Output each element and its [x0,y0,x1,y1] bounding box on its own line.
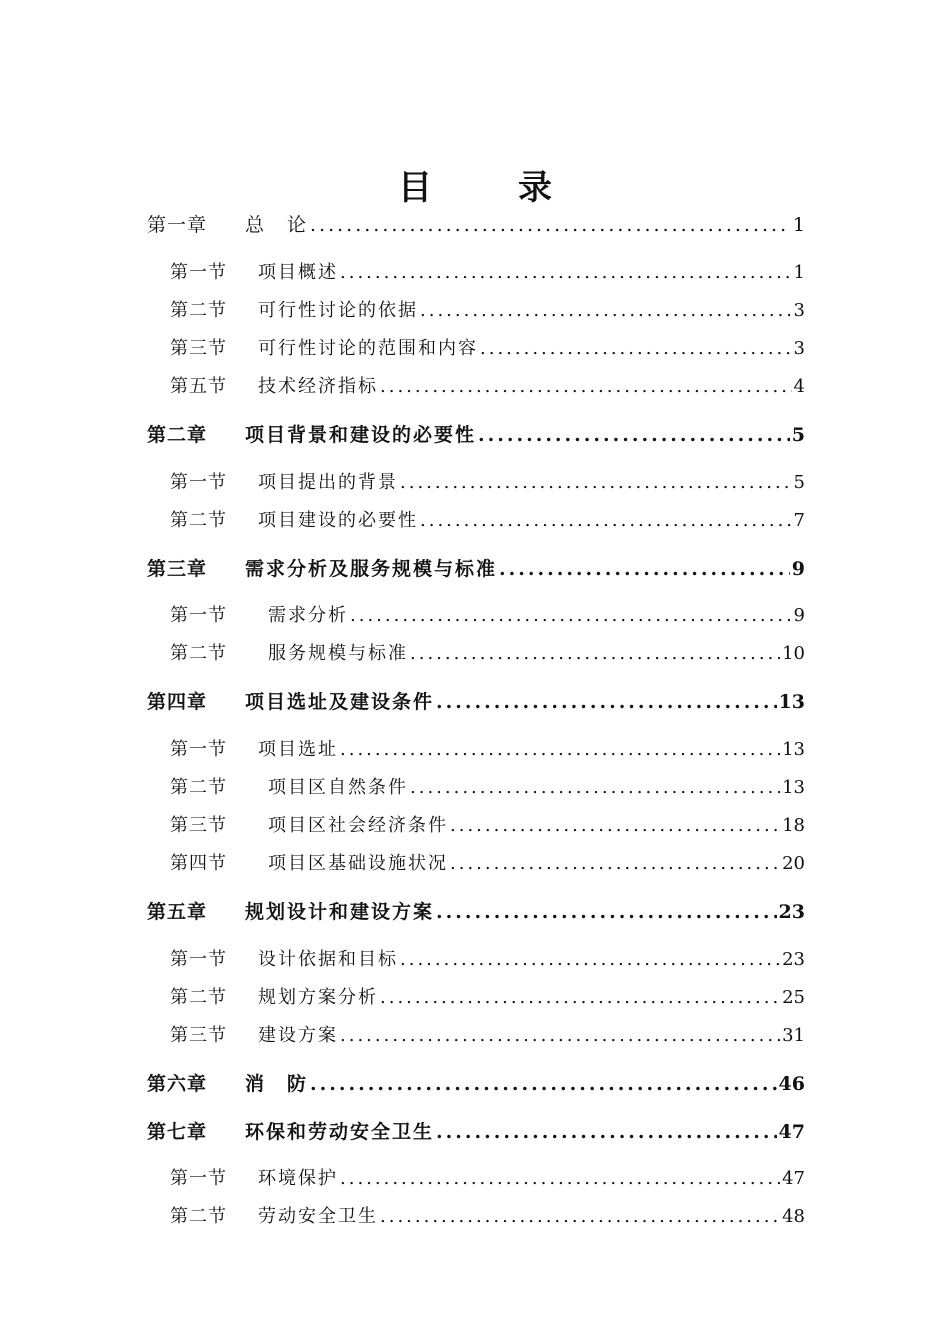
section-title: 项目提出的背景 [258,472,398,493]
section-title: 项目区社会经济条件 [268,815,448,836]
toc-chapter-entry[interactable] [147,1118,805,1146]
section-number: 第一节 [170,1168,227,1189]
section-number: 第一节 [170,262,227,283]
page-number: 13 [782,739,805,760]
chapter-title: 项目背景和建设的必要性 [245,424,477,446]
section-number: 第一节 [170,472,227,493]
page-number: 47 [782,1168,805,1189]
section-title: 项目选址 [258,739,338,760]
dot-leader [310,1070,777,1098]
toc-chapter-entry[interactable] [147,421,805,449]
section-title: 项目区基础设施状况 [268,853,448,874]
page-number: 46 [778,1073,805,1095]
chapter-title: 项目选址及建设条件 [245,691,435,713]
dot-leader [436,898,777,926]
page-number: 13 [778,691,805,713]
page-number: 31 [782,1025,805,1046]
section-number: 第三节 [170,338,227,359]
page-title: 目 录 [398,168,578,208]
section-number: 第一节 [170,605,227,626]
dot-leader [436,688,777,716]
toc-section-entry[interactable] [170,946,805,974]
chapter-number: 第二章 [147,424,208,446]
dot-leader [420,507,792,535]
chapter-title: 需求分析及服务规模与标准 [245,558,498,580]
toc-section-entry[interactable] [170,297,805,325]
dot-leader [380,984,780,1012]
toc-section-entry[interactable] [170,850,805,878]
section-title: 需求分析 [268,605,348,626]
toc-chapter-entry[interactable] [147,898,805,926]
dot-leader [420,297,792,325]
toc-section-entry[interactable] [170,1203,805,1231]
page-number: 13 [782,777,805,798]
toc-section-entry[interactable] [170,335,805,363]
dot-leader [380,1203,780,1231]
section-number: 第二节 [170,1206,227,1227]
section-number: 第二节 [170,987,227,1008]
section-title: 项目区自然条件 [268,777,408,798]
toc-section-entry[interactable] [170,373,805,401]
page-number: 3 [793,300,805,321]
page-number: 9 [791,558,805,580]
dot-leader [310,211,791,239]
chapter-title: 环保和劳动安全卫生 [245,1121,435,1143]
section-number: 第二节 [170,777,227,798]
section-title: 设计依据和目标 [258,949,398,970]
section-title: 环境保护 [258,1168,338,1189]
toc-section-entry[interactable] [170,259,805,287]
dot-leader [340,259,792,287]
section-number: 第一节 [170,949,227,970]
page-number: 1 [793,262,805,283]
chapter-number: 第四章 [147,691,208,713]
page-number: 48 [782,1206,805,1227]
dot-leader [400,469,792,497]
toc-section-entry[interactable] [170,640,805,668]
section-title: 服务规模与标准 [268,643,408,664]
dot-leader [340,736,780,764]
section-title: 项目概述 [258,262,338,283]
section-title: 规划方案分析 [258,987,378,1008]
dot-leader [499,555,790,583]
dot-leader [450,812,780,840]
section-number: 第五节 [170,376,227,397]
section-title: 技术经济指标 [258,376,378,397]
page-number: 5 [791,424,805,446]
chapter-number: 第七章 [147,1121,208,1143]
chapter-number: 第三章 [147,558,208,580]
dot-leader [400,946,780,974]
dot-leader [410,774,780,802]
dot-leader [410,640,780,668]
section-title: 建设方案 [258,1025,338,1046]
chapter-title: 规划设计和建设方案 [245,901,435,923]
dot-leader [350,602,792,630]
section-title: 劳动安全卫生 [258,1206,378,1227]
toc-section-entry[interactable] [170,1022,805,1050]
chapter-title: 总 论 [245,214,309,236]
page-number: 20 [782,853,805,874]
section-number: 第三节 [170,1025,227,1046]
page-number: 5 [793,472,805,493]
chapter-number: 第六章 [147,1073,208,1095]
toc-chapter-entry[interactable] [147,555,805,583]
dot-leader [450,850,780,878]
toc-section-entry[interactable] [170,812,805,840]
page-number: 4 [793,376,805,397]
toc-section-entry[interactable] [170,1165,805,1193]
toc-section-entry[interactable] [170,736,805,764]
section-title: 可行性讨论的范围和内容 [258,338,478,359]
section-title: 可行性讨论的依据 [258,300,418,321]
toc-section-entry[interactable] [170,984,805,1012]
toc-section-entry[interactable] [170,507,805,535]
chapter-number: 第五章 [147,901,208,923]
section-number: 第二节 [170,510,227,531]
page-number: 23 [782,949,805,970]
toc-chapter-entry[interactable] [147,688,805,716]
page-number: 18 [782,815,805,836]
toc-section-entry[interactable] [170,774,805,802]
toc-section-entry[interactable] [170,602,805,630]
section-number: 第四节 [170,853,227,874]
page-number: 25 [782,987,805,1008]
section-number: 第一节 [170,739,227,760]
page-number: 7 [793,510,805,531]
section-number: 第二节 [170,643,227,664]
page-number: 9 [793,605,805,626]
page-number: 1 [792,214,805,236]
toc-chapter-entry[interactable] [147,211,805,239]
section-number: 第二节 [170,300,227,321]
dot-leader [380,373,792,401]
page-number: 23 [778,901,805,923]
page-number: 3 [793,338,805,359]
toc-section-entry[interactable] [170,469,805,497]
chapter-title: 消 防 [245,1073,309,1095]
dot-leader [436,1118,777,1146]
dot-leader [480,335,792,363]
toc-chapter-entry[interactable] [147,1070,805,1098]
page-number: 10 [782,643,805,664]
section-title: 项目建设的必要性 [258,510,418,531]
section-number: 第三节 [170,815,227,836]
chapter-number: 第一章 [147,214,208,236]
dot-leader [340,1165,780,1193]
dot-leader [478,421,790,449]
page-number: 47 [778,1121,805,1143]
dot-leader [340,1022,780,1050]
